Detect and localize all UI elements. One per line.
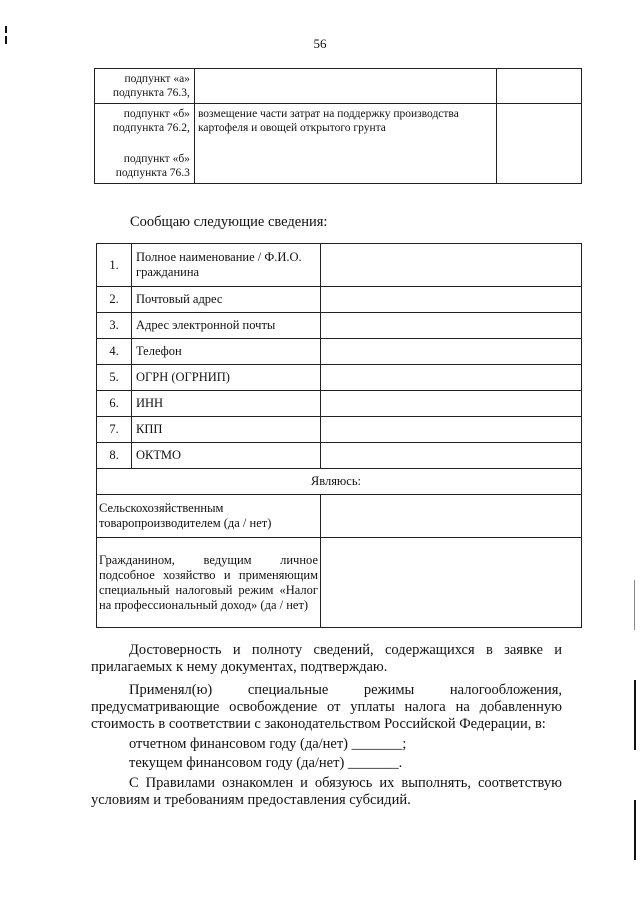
table-row (97, 495, 582, 538)
agri-producer-value[interactable] (321, 495, 582, 538)
row-label: Полное наименование / Ф.И.О. гражданина (132, 244, 321, 287)
value-field[interactable] (321, 244, 582, 287)
table-cell (194, 69, 496, 104)
value-field[interactable] (321, 313, 582, 339)
row-label: КПП (132, 417, 321, 443)
row-label: Телефон (132, 339, 321, 365)
status-header: Являюсь: (97, 469, 582, 495)
row-number: 7. (97, 417, 132, 443)
value-field[interactable] (321, 339, 582, 365)
citizen-household-value[interactable] (321, 538, 582, 628)
table-row (97, 469, 582, 495)
scan-mark-right-2 (634, 680, 636, 750)
table-row (97, 339, 582, 365)
reporting-year-line: отчетном финансовом году (да/нет) _______; (129, 736, 407, 752)
ref-text: подпункт «б» подпункта 76.3 (115, 153, 190, 179)
current-year-line: текущем финансовом году (да/нет) _______. (129, 755, 403, 771)
table-cell: подпункт «а» подпункта 76.3, (95, 69, 195, 104)
row-label: ОКТМО (132, 443, 321, 469)
value-field[interactable] (321, 443, 582, 469)
scan-mark-right-3 (634, 800, 636, 860)
intro-text: Сообщаю следующие сведения: (130, 214, 328, 230)
table-row (97, 287, 582, 313)
paragraph-rules: С Правилами ознакомлен и обязуюсь их выполнять, соответствую условиям и требованиям предоставления субсидий. (91, 775, 562, 808)
paragraph-confirmation: Достоверность и полноту сведений, содержащихся в заявке и прилагаемых к нему документах, подтверждаю. (91, 642, 562, 675)
value-field[interactable] (321, 287, 582, 313)
citizen-household-label: Гражданином, ведущим личное подсобное хозяйство и применяющим специальный налоговый режим «Налог на профессиональный доход» (да / нет) (97, 538, 321, 628)
row-number: 1. (97, 244, 132, 287)
row-number: 8. (97, 443, 132, 469)
row-number: 2. (97, 287, 132, 313)
table-row (97, 244, 582, 287)
subsidy-type-table (94, 68, 582, 184)
page-number: 56 (313, 36, 327, 51)
declaration-text (91, 642, 562, 809)
table-cell (497, 69, 582, 104)
row-label: ОГРН (ОГРНИП) (132, 365, 321, 391)
table-row (97, 538, 582, 628)
row-label: ИНН (132, 391, 321, 417)
scan-mark-right-1 (634, 580, 635, 630)
table-row (97, 365, 582, 391)
table-cell: возмещение части затрат на поддержку производства картофеля и овощей открытого грунта (194, 104, 496, 184)
row-number: 4. (97, 339, 132, 365)
row-number: 5. (97, 365, 132, 391)
paragraph-tax-regime: Применял(ю) специальные режимы налогообложения, предусматривающие освобождение от уплаты налога на добавленную стоимость в соответствии с законодательством Российской Федерации, в: (91, 682, 562, 732)
agri-producer-label: Сельскохозяйственным товаропроизводителем (да / нет) (97, 495, 321, 538)
table-row (97, 391, 582, 417)
scan-mark-left-1 (5, 26, 7, 33)
value-field[interactable] (321, 417, 582, 443)
row-number: 3. (97, 313, 132, 339)
table-cell (497, 104, 582, 184)
table-row (95, 69, 582, 104)
applicant-info-table (96, 243, 582, 628)
row-number: 6. (97, 391, 132, 417)
table-cell (95, 104, 195, 184)
table-row (97, 313, 582, 339)
row-label: Адрес электронной почты (132, 313, 321, 339)
table-row (97, 417, 582, 443)
table-row (95, 104, 582, 184)
value-field[interactable] (321, 391, 582, 417)
ref-text: подпункт «б» подпункта 76.2, (112, 108, 190, 134)
row-label: Почтовый адрес (132, 287, 321, 313)
value-field[interactable] (321, 365, 582, 391)
table-row (97, 443, 582, 469)
